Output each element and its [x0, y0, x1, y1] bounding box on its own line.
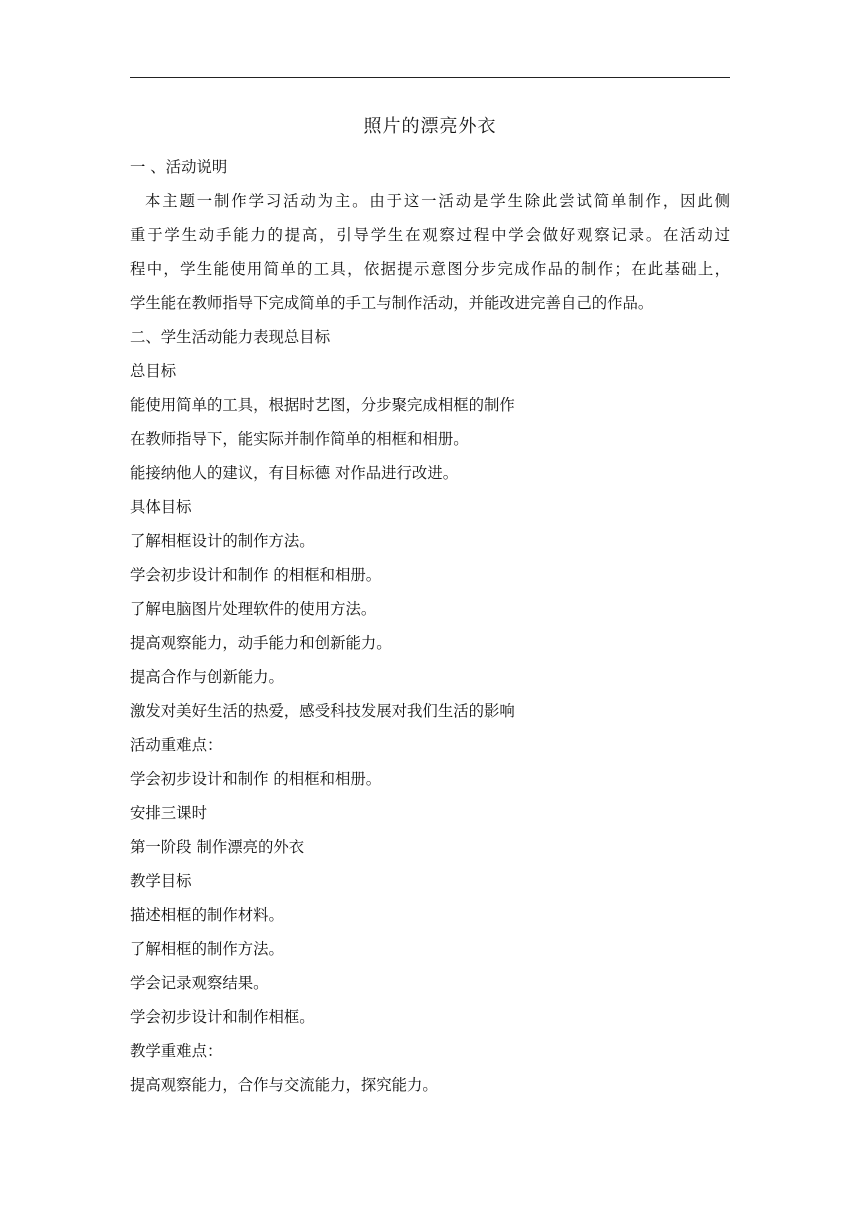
stage-heading: 第一阶段 制作漂亮的外衣	[130, 838, 305, 856]
list-item: 学会初步设计和制作相框。	[130, 1008, 315, 1026]
paragraph-line: 重于学生动手能力的提高，引导学生在观察过程中学会做好观察记录。在活动过	[130, 226, 730, 244]
list-item: 描述相框的制作材料。	[130, 906, 284, 924]
paragraph-line: 学生能在教师指导下完成简单的手工与制作活动，并能改进完善自己的作品。	[130, 294, 654, 312]
section-heading-overall-goals: 二、学生活动能力表现总目标	[130, 328, 331, 346]
goal-item: 激发对美好生活的热爱，感受科技发展对我们生活的影响	[130, 702, 515, 720]
goal-item: 了解相框设计的制作方法。	[130, 532, 315, 550]
list-item: 了解相框的制作方法。	[130, 940, 284, 958]
goal-item: 能接纳他人的建议，有目标德 对作品进行改进。	[130, 464, 459, 482]
document-title: 照片的漂亮外衣	[363, 116, 497, 137]
list-item: 学会记录观察结果。	[130, 974, 269, 992]
subheading-key-difficulties: 活动重难点：	[130, 736, 223, 754]
goal-item: 了解电脑图片处理软件的使用方法。	[130, 600, 377, 618]
subheading-specific-goals: 具体目标	[130, 498, 192, 516]
goal-item: 提高观察能力，动手能力和创新能力。	[130, 634, 392, 652]
schedule-note: 安排三课时	[130, 804, 207, 822]
paragraph-line: 本主题一制作学习活动为主。由于这一活动是学生除此尝试简单制作，因此侧	[145, 192, 730, 210]
goal-item: 能使用简单的工具，根据时艺图，分步聚完成相框的制作	[130, 396, 515, 414]
document-body	[130, 150, 730, 1102]
paragraph-line: 程中，学生能使用简单的工具，依据提示意图分步完成作品的制作；在此基础上，	[130, 260, 730, 278]
subheading-teaching-difficulties: 教学重难点：	[130, 1042, 223, 1060]
goal-item: 在教师指导下，能实际并制作简单的相框和相册。	[130, 430, 469, 448]
goal-item: 提高合作与创新能力。	[130, 668, 284, 686]
header-rule	[130, 77, 730, 78]
subheading-teaching-goals: 教学目标	[130, 872, 192, 890]
subheading-overall-goal: 总目标	[130, 362, 177, 380]
list-item: 学会初步设计和制作 的相框和相册。	[130, 770, 382, 788]
section-heading-activity-description: 一 、活动说明	[130, 158, 228, 176]
goal-item: 学会初步设计和制作 的相框和相册。	[130, 566, 382, 584]
list-item: 提高观察能力，合作与交流能力，探究能力。	[130, 1076, 438, 1094]
